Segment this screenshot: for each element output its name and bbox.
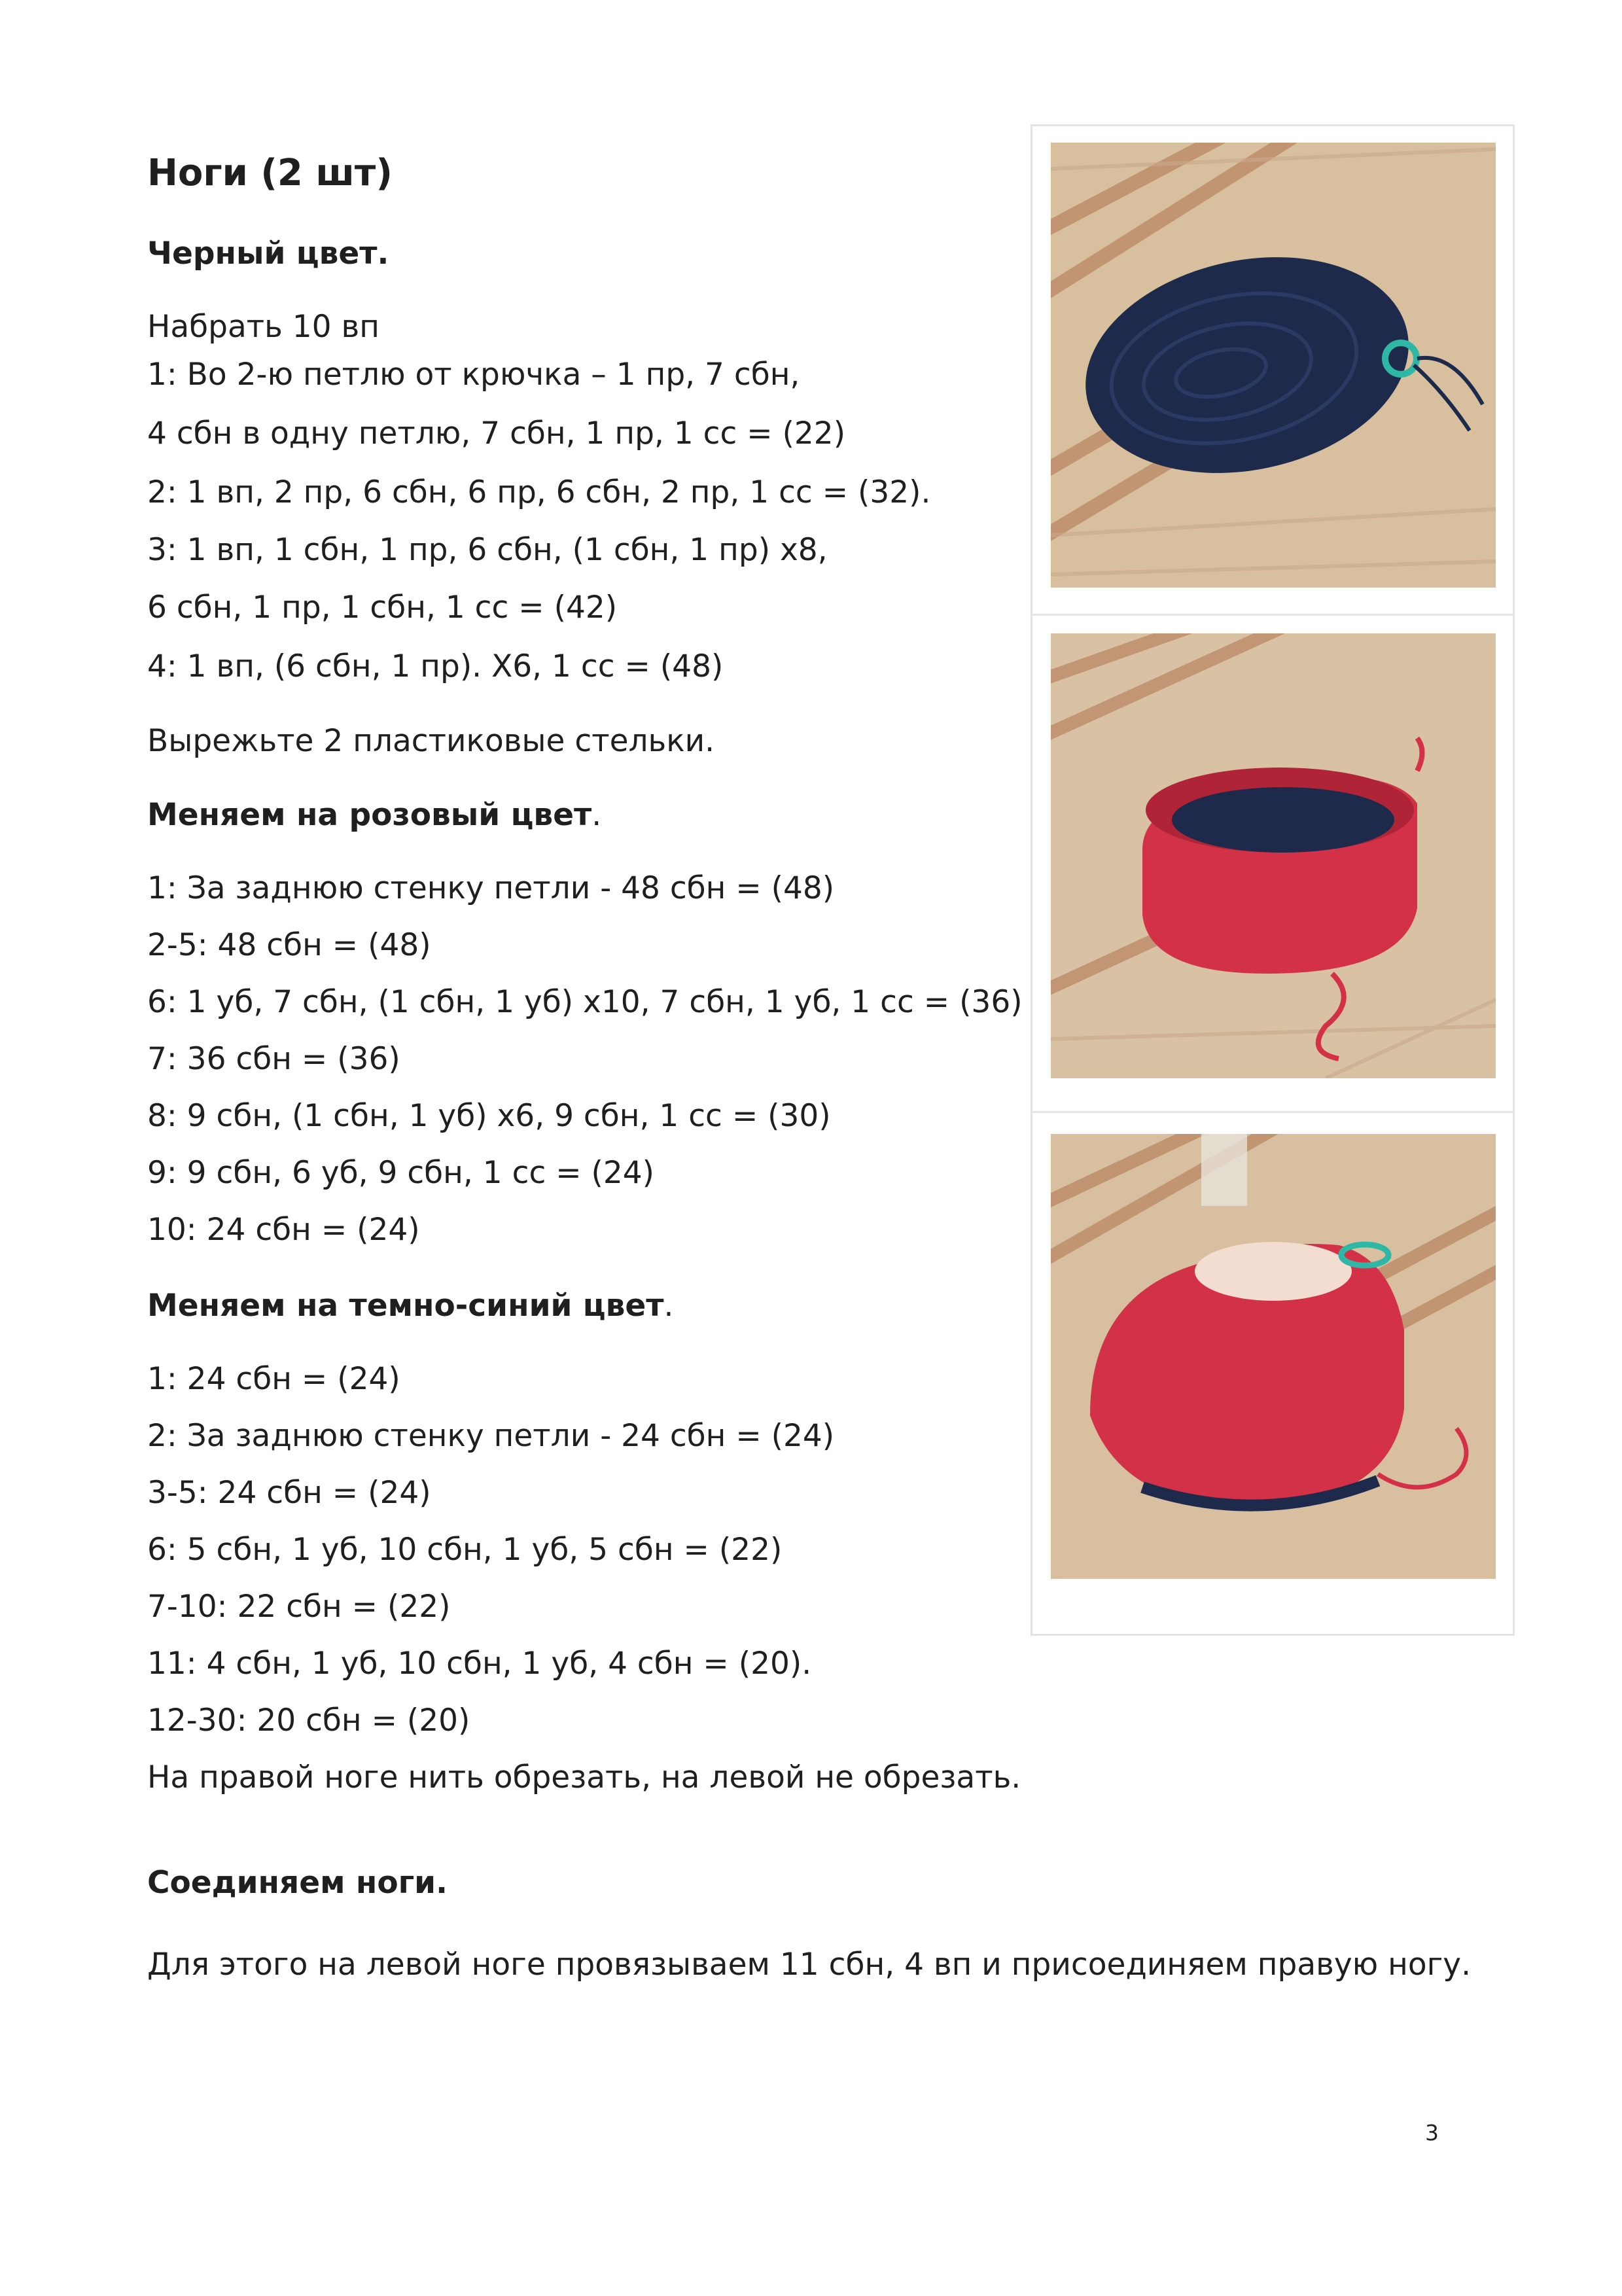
black-row-2: 4 сбн в одну петлю, 7 сбн, 1 пр, 1 сс = (22) bbox=[147, 415, 846, 451]
pink-row-4: 8: 9 сбн, (1 сбн, 1 уб) х6, 9 сбн, 1 сс = (30) bbox=[147, 1098, 831, 1134]
pink-row-3: 7: 36 сбн = (36) bbox=[147, 1041, 400, 1077]
pink-color-title bbox=[147, 797, 601, 833]
navy-color-title-period: . bbox=[663, 1288, 674, 1324]
photo-pink-foot bbox=[1051, 1134, 1496, 1579]
section-heading: Ноги (2 шт) bbox=[147, 152, 393, 194]
join-title: Соединяем ноги. bbox=[147, 1865, 448, 1901]
navy-row-7: На правой ноге нить обрезать, на левой не обрезать. bbox=[147, 1759, 1021, 1795]
pink-row-0: 1: За заднюю стенку петли - 48 сбн = (48) bbox=[147, 870, 835, 906]
black-row-5: 6 сбн, 1 пр, 1 сбн, 1 сс = (42) bbox=[147, 590, 618, 626]
navy-color-title-text: Меняем на темно-синий цвет bbox=[147, 1288, 664, 1324]
pink-color-title-period: . bbox=[591, 797, 602, 833]
photo-column bbox=[1031, 124, 1515, 1636]
black-color-title: Черный цвет. bbox=[147, 236, 389, 272]
page-number: 3 bbox=[1425, 2120, 1439, 2146]
photo-separator bbox=[1032, 1111, 1513, 1113]
photo-separator bbox=[1032, 614, 1513, 616]
navy-color-title bbox=[147, 1288, 673, 1324]
pink-row-5: 9: 9 сбн, 6 уб, 9 сбн, 1 сс = (24) bbox=[147, 1155, 655, 1191]
pink-row-1: 2-5: 48 сбн = (48) bbox=[147, 927, 431, 963]
pink-row-2: 6: 1 уб, 7 сбн, (1 сбн, 1 уб) х10, 7 сбн, 1 уб, 1 сс = (36) bbox=[147, 984, 1023, 1020]
navy-row-6: 12-30: 20 сбн = (20) bbox=[147, 1703, 470, 1739]
navy-row-5: 11: 4 сбн, 1 уб, 10 сбн, 1 уб, 4 сбн = (20). bbox=[147, 1646, 812, 1682]
navy-row-3: 6: 5 сбн, 1 уб, 10 сбн, 1 уб, 5 сбн = (22) bbox=[147, 1532, 783, 1568]
photo-pink-foot-image bbox=[1051, 1134, 1496, 1579]
black-row-7: Вырежьте 2 пластиковые стельки. bbox=[147, 723, 715, 759]
pink-color-title-text: Меняем на розовый цвет bbox=[147, 797, 592, 833]
photo-pink-cup bbox=[1051, 633, 1496, 1078]
photo-pink-cup-image bbox=[1051, 633, 1496, 1078]
black-row-3: 2: 1 вп, 2 пр, 6 сбн, 6 пр, 6 сбн, 2 пр, 1 сс = (32). bbox=[147, 474, 931, 510]
black-row-1: 1: Во 2-ю петлю от крючка – 1 пр, 7 сбн, bbox=[147, 357, 800, 393]
join-text: Для этого на левой ноге провязываем 11 сбн, 4 вп и присоединяем правую ногу. bbox=[147, 1947, 1472, 1983]
navy-row-0: 1: 24 сбн = (24) bbox=[147, 1361, 400, 1397]
black-row-4: 3: 1 вп, 1 сбн, 1 пр, 6 сбн, (1 сбн, 1 пр) х8, bbox=[147, 532, 828, 568]
navy-row-4: 7-10: 22 сбн = (22) bbox=[147, 1589, 451, 1625]
black-row-6: 4: 1 вп, (6 сбн, 1 пр). Х6, 1 сс = (48) bbox=[147, 648, 724, 684]
photo-sole-image bbox=[1051, 143, 1496, 588]
navy-row-1: 2: За заднюю стенку петли - 24 сбн = (24) bbox=[147, 1418, 835, 1454]
navy-row-2: 3-5: 24 сбн = (24) bbox=[147, 1475, 431, 1511]
photo-sole bbox=[1051, 143, 1496, 588]
pink-row-6: 10: 24 сбн = (24) bbox=[147, 1212, 420, 1248]
black-row-0: Набрать 10 вп bbox=[147, 309, 379, 345]
